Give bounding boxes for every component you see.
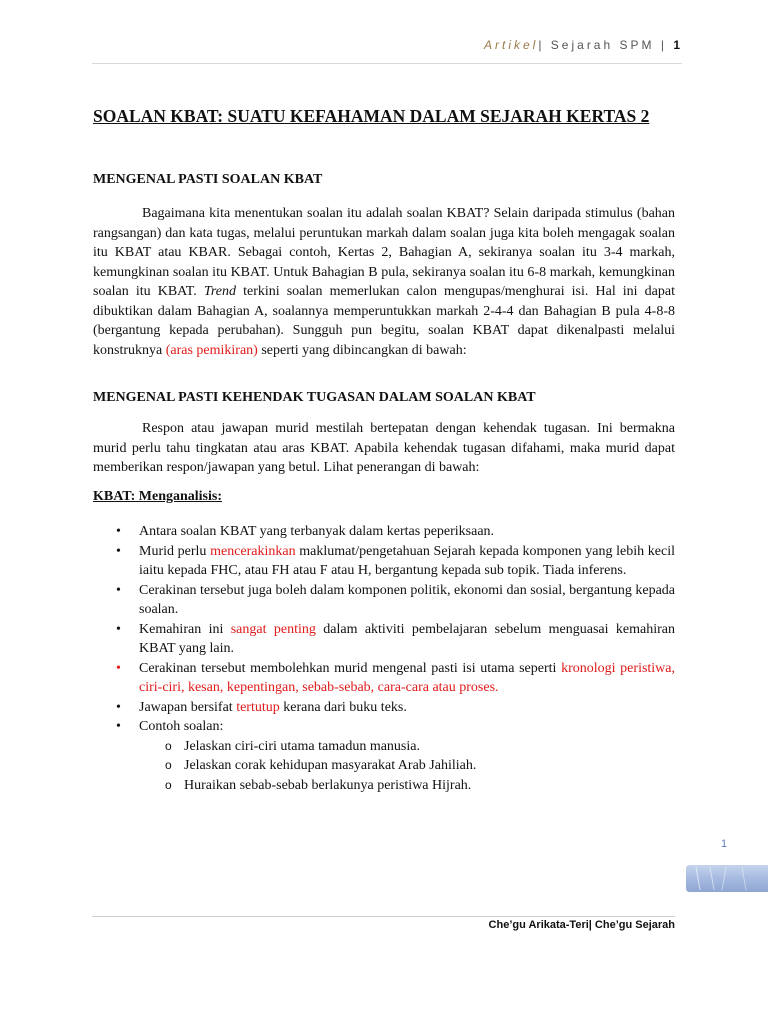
bullet-glyph: • — [116, 660, 121, 676]
paragraph-text: terkini soalan memerlukan calon mengupas/menghurai isi. Hal ini dapat dibuktikan dalam Bahagian A, soalannya memperuntukkan markah 2-4-4 dan Bahagian B pula 4-8-8 (bergantung kepada perubahan). Sungguh pun begitu, soalan KBAT dapat dikenalpasti melalui konstruknya — [93, 284, 675, 358]
list-item — [93, 717, 675, 795]
footer-divider — [92, 916, 675, 917]
kbat-menganalisis-heading: KBAT: Menganalisis: — [93, 489, 222, 504]
page-number: 1 — [721, 838, 728, 850]
list-item — [93, 756, 675, 776]
paragraph-text: Bagaimana kita menentukan soalan itu adalah soalan KBAT? Selain daripada stimulus (bahan rangsangan) dan kata tugas, melalui peruntukan markah dalam soalan juga kita boleh mengagak soalan itu KBAT atau KBAR. Sebagai contoh, Kertas 2, Bahagian A, sekiranya soalan itu 3-4 markah, kemungkinan soalan itu KBAT. Untuk Bahagian B pula, sekiranya soalan itu 6-8 markah, kemungkinan soalan itu KBAT. — [93, 206, 675, 299]
header-divider — [92, 63, 682, 64]
list-item — [93, 698, 675, 718]
list-item-text: Jelaskan corak kehidupan masyarakat Arab Jahiliah. — [184, 758, 477, 773]
example-question-list — [93, 737, 675, 796]
header-separator: | — [538, 38, 545, 52]
paragraph-soalan-kbat — [93, 204, 675, 360]
paragraph-text: seperti yang dibincangkan di bawah: — [257, 342, 467, 358]
list-item — [93, 737, 675, 757]
bullet-glyph: • — [116, 582, 121, 598]
list-item-text: maklumat/pengetahuan Sejarah kepada komponen yang lebih kecil iaitu kepada FHC, atau FH atau F atau H, bergantung kepada sub topik. Tiada inferens. — [139, 543, 675, 578]
list-item — [93, 522, 675, 542]
bullet-glyph: • — [116, 699, 121, 715]
sub-bullet-glyph: o — [165, 758, 172, 772]
list-item-text: Murid perlu — [139, 543, 211, 559]
sub-bullet-glyph: o — [165, 738, 172, 753]
bullet-glyph: • — [116, 543, 121, 559]
highlight-mencerakinkan: mencerakinkan — [210, 543, 296, 559]
list-item-text: Jelaskan ciri-ciri utama tamadun manusia. — [184, 738, 420, 754]
list-item — [93, 659, 675, 698]
list-item-text: Cerakinan tersebut membolehkan murid mengenal pasti isi utama seperti — [139, 660, 562, 676]
list-item — [93, 581, 675, 620]
header-artikel: Artikel — [483, 38, 539, 52]
list-item — [93, 542, 675, 581]
kbat-bullet-list — [93, 522, 675, 795]
page-tab-decoration — [686, 865, 768, 892]
list-item-text: Contoh soalan: — [139, 719, 224, 734]
list-item-text: dalam aktiviti pembelajaran sebelum menguasai kemahiran KBAT yang lain. — [139, 621, 675, 656]
page-footer: Che’gu Arikata-Teri| Che’gu Sejarah — [488, 919, 675, 931]
highlight-sangat-penting: sangat penting — [230, 621, 316, 637]
bullet-glyph: • — [116, 524, 121, 539]
section-heading-soalan-kbat: MENGENAL PASTI SOALAN KBAT — [93, 172, 323, 187]
list-item — [93, 620, 675, 659]
section-heading-kehendak-tugasan: MENGENAL PASTI KEHENDAK TUGASAN DALAM SOALAN KBAT — [93, 390, 536, 405]
document-title: SOALAN KBAT: SUATU KEFAHAMAN DALAM SEJARAH KERTAS 2 — [93, 106, 650, 126]
highlight-tertutup: tertutup — [236, 699, 280, 715]
highlight-isi-utama: kronologi peristiwa, ciri-ciri, kesan, kepentingan, sebab-sebab, cara-cara atau proses. — [139, 660, 676, 695]
list-item-text: Jawapan bersifat — [139, 699, 237, 715]
list-item-text: Antara soalan KBAT yang terbanyak dalam kertas peperiksaan. — [139, 524, 495, 539]
header-separator: | — [660, 38, 667, 52]
list-item-text: kerana dari buku teks. — [279, 699, 407, 715]
emphasis-trend: Trend — [203, 284, 236, 299]
sub-bullet-glyph: o — [165, 777, 172, 792]
header-page-number: 1 — [673, 38, 680, 52]
bullet-glyph: • — [116, 621, 121, 637]
bullet-glyph: • — [116, 719, 121, 734]
paragraph-kehendak-tugasan: Respon atau jawapan murid mestilah bertepatan dengan kehendak tugasan. Ini bermakna murid perlu tahu tingkatan atau aras KBAT. Apabila kehendak tugasan difahami, maka murid dapat memberikan respon/jawapan yang betul. Lihat penerangan di bawah: — [93, 421, 675, 475]
list-item-text: Huraikan sebab-sebab berlakunya peristiwa Hijrah. — [184, 777, 472, 793]
highlight-aras-pemikiran: (aras pemikiran) — [165, 342, 258, 358]
header-section: Sejarah SPM — [550, 38, 655, 52]
page-header — [484, 38, 680, 52]
list-item-text: Cerakinan tersebut juga boleh dalam komponen politik, ekonomi dan sosial, bergantung kepada soalan. — [139, 582, 675, 617]
list-item — [93, 776, 675, 796]
list-item-text: Kemahiran ini — [139, 621, 231, 637]
